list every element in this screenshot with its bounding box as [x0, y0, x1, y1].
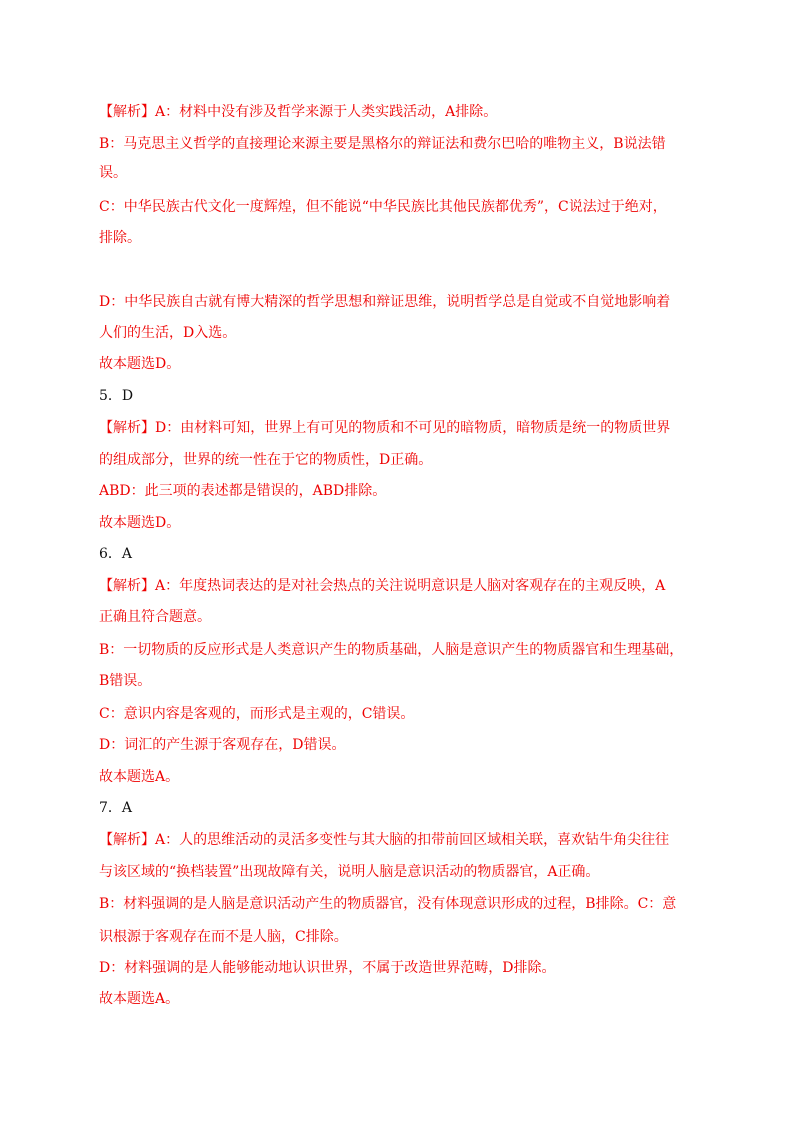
q4-analysis-line-3: 误。	[99, 165, 127, 181]
q4-analysis-line-2: B：马克思主义哲学的直接理论来源主要是黑格尔的辩证法和费尔巴哈的唯物主义，B说法错	[99, 136, 666, 152]
q6-answer: 6．A	[99, 546, 133, 562]
q7-analysis-line-5: D：材料强调的是人能够能动地认识世界，不属于改造世界范畴，D排除。	[99, 960, 556, 976]
q6-analysis-line-2: 正确且符合题意。	[99, 609, 211, 625]
q7-analysis-line-4: 识根源于客观存在而不是人脑，C排除。	[99, 929, 348, 945]
q7-answer: 7．A	[99, 800, 133, 816]
q7-conclusion: 故本题选A。	[99, 991, 180, 1007]
q7-analysis-line-2: 与该区域的“换档装置”出现故障有关，说明人脑是意识活动的物质器官，A正确。	[99, 864, 600, 880]
q6-analysis-line-5: C：意识内容是客观的，而形式是主观的，C错误。	[99, 706, 415, 722]
q4-analysis-line-6: D：中华民族自古就有博大精深的哲学思想和辩证思维，说明哲学总是自觉或不自觉地影响着	[99, 294, 671, 310]
q4-conclusion: 故本题选D。	[99, 356, 181, 372]
q6-analysis-line-4: B错误。	[99, 673, 152, 689]
q6-conclusion: 故本题选A。	[99, 769, 180, 785]
q6-analysis-line-1: 【解析】A：年度热词表达的是对社会热点的关注说明意识是人脑对客观存在的主观反映，A	[99, 578, 666, 594]
q5-answer: 5．D	[99, 388, 134, 404]
q5-analysis-line-3: ABD：此三项的表述都是错误的，ABD排除。	[99, 483, 387, 499]
q5-conclusion: 故本题选D。	[99, 515, 181, 531]
q4-analysis-line-7: 人们的生活，D入选。	[99, 325, 237, 341]
q5-analysis-line-2: 的组成部分，世界的统一性在于它的物质性，D正确。	[99, 452, 433, 468]
q5-analysis-line-1: 【解析】D：由材料可知，世界上有可见的物质和不可见的暗物质，暗物质是统一的物质世界	[99, 420, 671, 436]
q4-analysis-line-5: 排除。	[99, 230, 141, 246]
q7-analysis-line-1: 【解析】A：人的思维活动的灵活多变性与其大脑的扣带前回区域相关联，喜欢钻牛角尖往往	[99, 832, 670, 848]
q6-analysis-line-6: D：词汇的产生源于客观存在，D错误。	[99, 737, 346, 753]
q7-analysis-line-3: B：材料强调的是人脑是意识活动产生的物质器官，没有体现意识形成的过程，B排除。C：意	[99, 896, 677, 912]
q6-analysis-line-3: B：一切物质的反应形式是人类意识产生的物质基础，人脑是意识产生的物质器官和生理基础，	[99, 642, 684, 658]
q4-analysis-line-4: C：中华民族古代文化一度辉煌，但不能说“中华民族比其他民族都优秀”，C说法过于绝对，	[99, 199, 667, 215]
q4-analysis-line-1: 【解析】A：材料中没有涉及哲学来源于人类实践活动，A排除。	[99, 104, 498, 120]
